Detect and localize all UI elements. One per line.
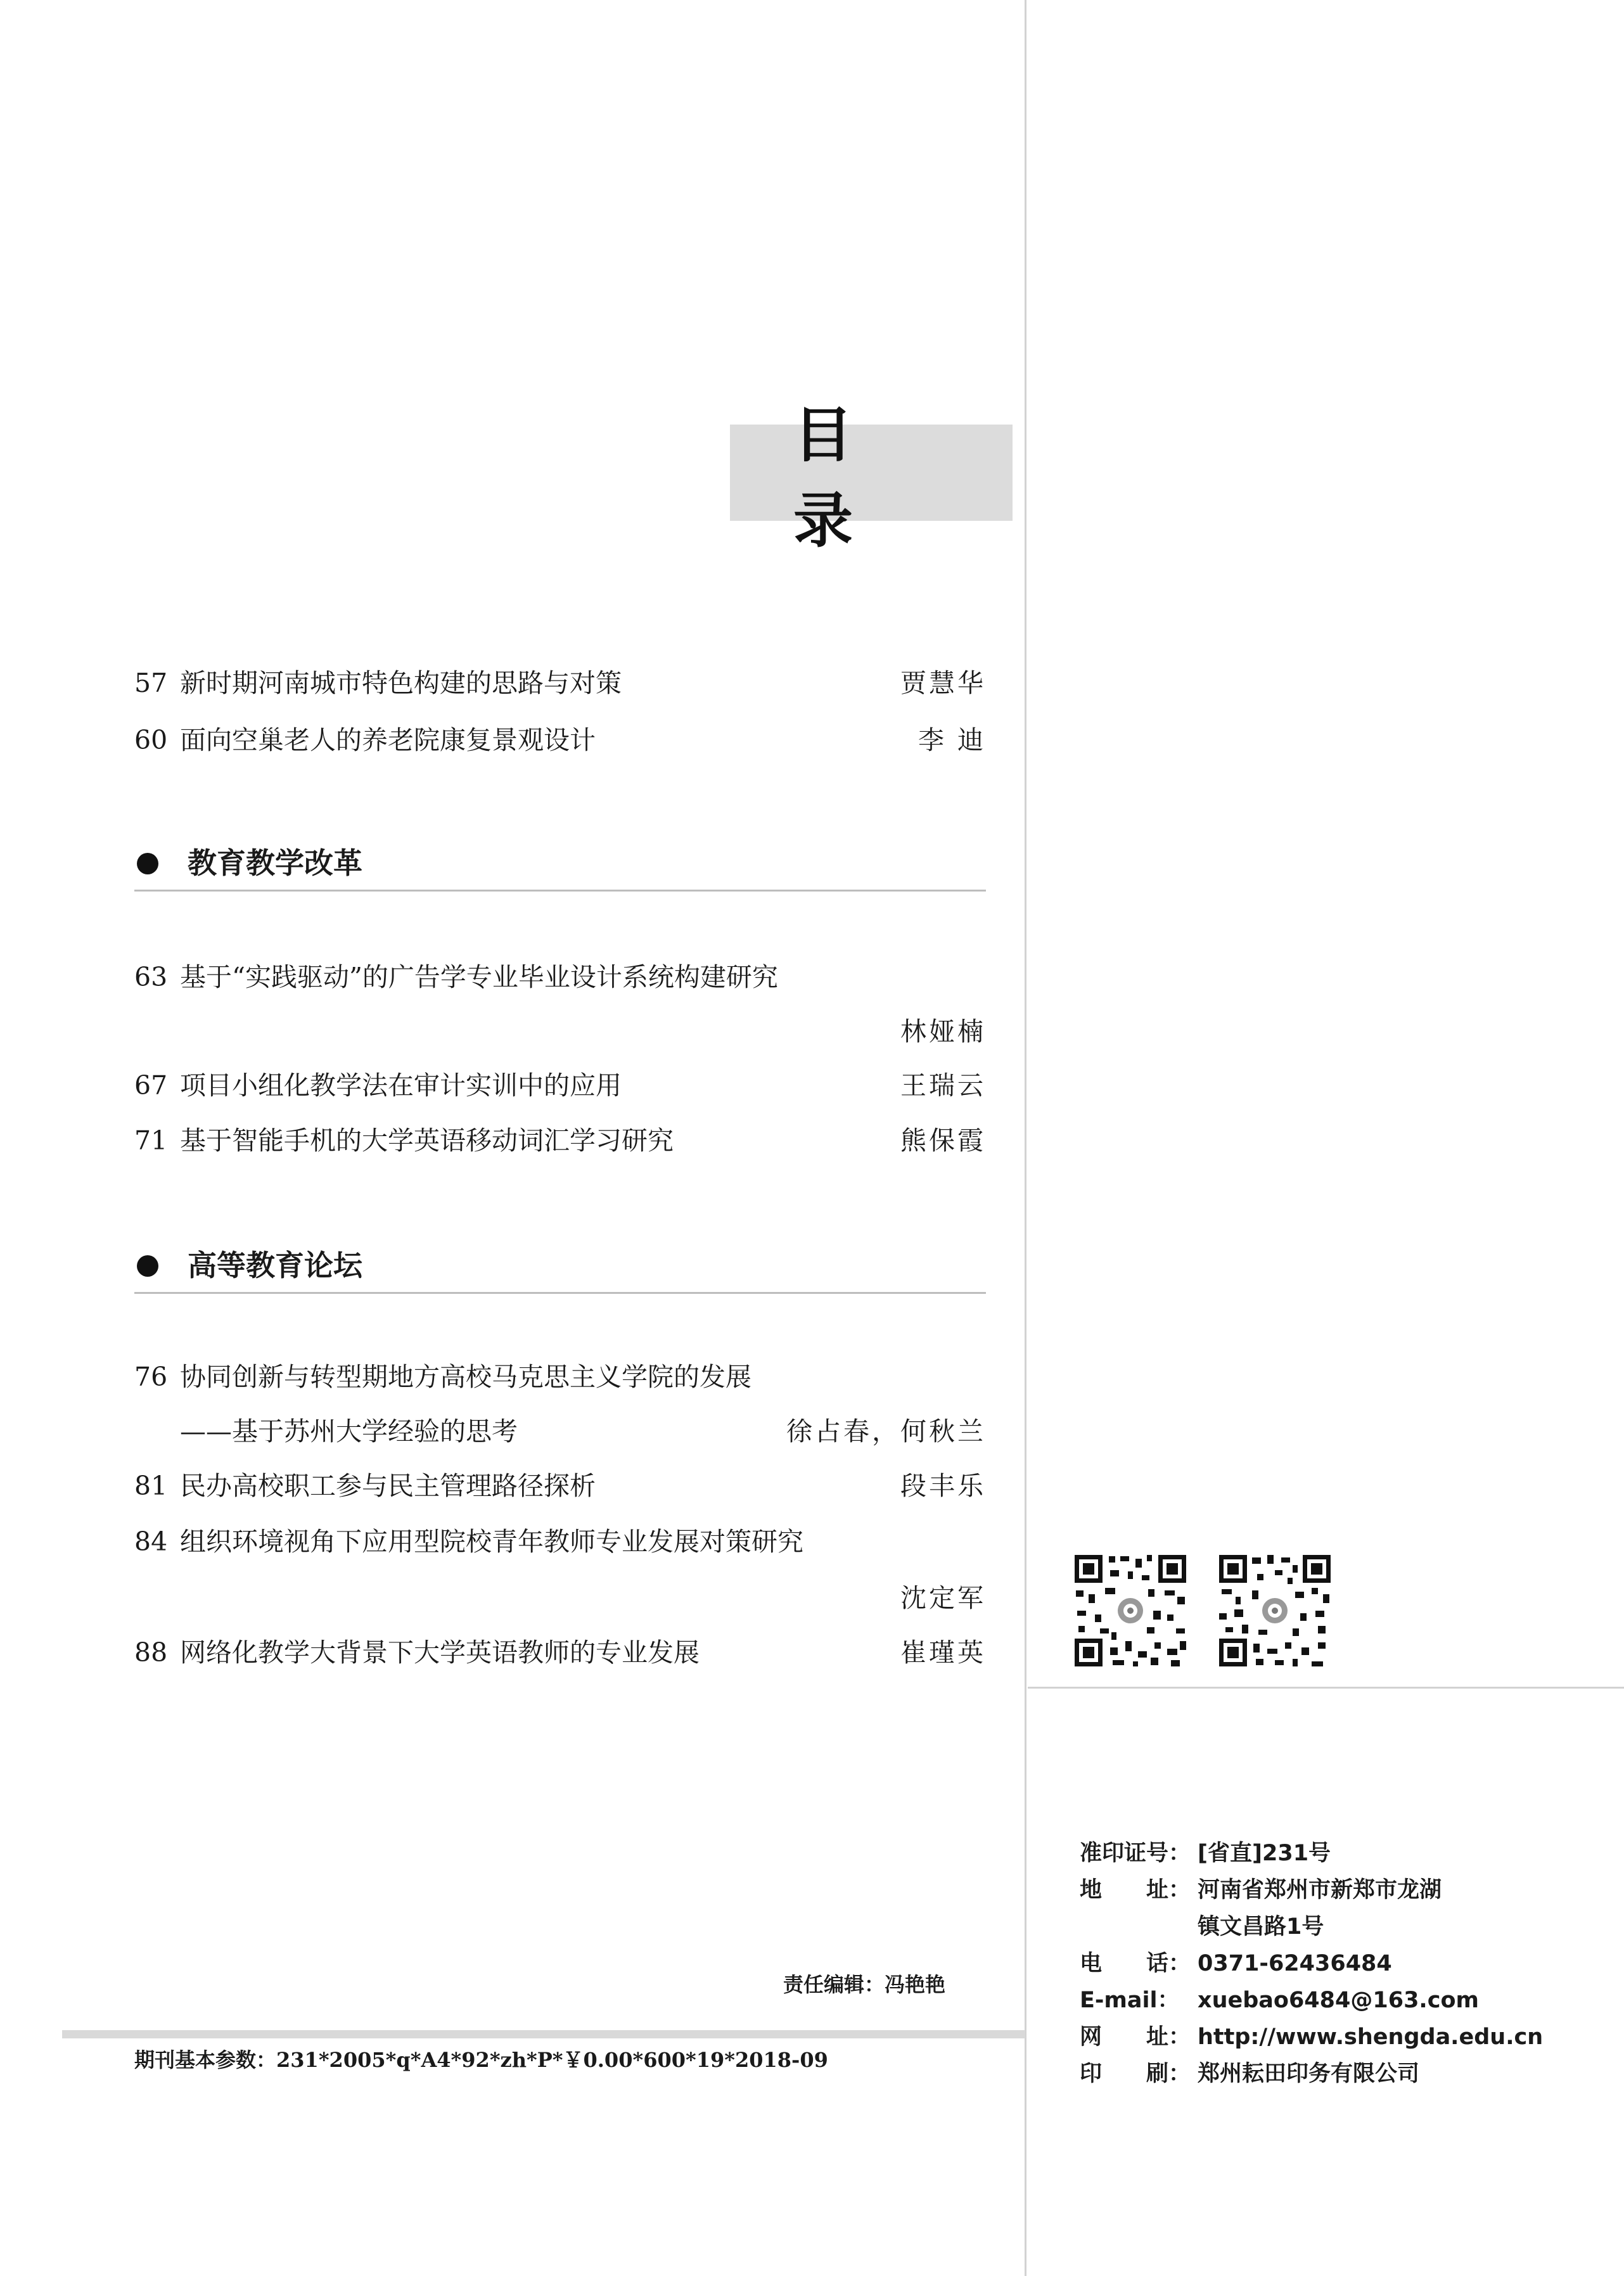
article-author: 沈定军 (900, 1583, 986, 1613)
page-number: 88 (134, 1637, 168, 1668)
qr-code-icon (1217, 1552, 1333, 1669)
section-label: 教育教学改革 (188, 846, 362, 880)
toc-entry (134, 1627, 986, 1678)
info-value: 郑州耘田印务有限公司 (1198, 2061, 1420, 2087)
info-key: 印 刷： (1080, 2061, 1191, 2087)
toc-entry (134, 1115, 986, 1166)
article-title: 项目小组化教学法在审计实训中的应用 (180, 1070, 622, 1101)
page-number: 81 (134, 1471, 168, 1501)
responsible-editor: 责任编辑：冯艳艳 (783, 1972, 946, 1997)
article-title: 组织环境视角下应用型院校青年教师专业发展对策研究 (180, 1526, 803, 1557)
section-header (134, 1237, 986, 1295)
info-value: xuebao6484@163.com (1198, 1988, 1479, 2013)
article-author: 段丰乐 (900, 1471, 986, 1501)
page-number: 57 (134, 668, 168, 698)
qr-code-icon (1072, 1552, 1189, 1669)
bullet-icon (137, 1255, 158, 1277)
article-title: 协同创新与转型期地方高校马克思主义学院的发展 (180, 1362, 751, 1392)
qr-code-graphic (1217, 1552, 1333, 1669)
toc-entry-author-line (134, 1573, 986, 1623)
article-subtitle: ——基于苏州大学经验的思考 (180, 1416, 518, 1447)
page-number: 84 (134, 1526, 168, 1557)
article-author: 林娅楠 (900, 1016, 986, 1047)
toc-entry (134, 1060, 986, 1111)
page-number: 67 (134, 1070, 168, 1101)
article-title: 面向空巢老人的养老院康复景观设计 (180, 725, 596, 755)
article-title: 民办高校职工参与民主管理路径探析 (180, 1471, 596, 1501)
article-author: 熊保霞 (900, 1125, 986, 1156)
page-number: 76 (134, 1362, 168, 1392)
page-number: 71 (134, 1125, 168, 1156)
info-key: 网 址： (1080, 2024, 1191, 2050)
toc-entry (134, 1516, 986, 1567)
article-title: 新时期河南城市特色构建的思路与对策 (180, 668, 622, 698)
toc-entry (134, 952, 986, 1002)
page-number: 63 (134, 962, 168, 992)
section-label: 高等教育论坛 (188, 1248, 362, 1282)
toc-entry-author-line (134, 1006, 986, 1057)
info-value: http://www.shengda.edu.cn (1198, 2024, 1544, 2050)
article-title: 网络化教学大背景下大学英语教师的专业发展 (180, 1637, 700, 1668)
footer-shade-bar (62, 2030, 1025, 2038)
toc-entry-subtitle (134, 1406, 986, 1457)
info-value: 河南省郑州市新郑市龙湖 (1198, 1877, 1442, 1903)
info-value: [省直]231号 (1198, 1841, 1331, 1866)
params-value: 231*2005*q*A4*92*zh*P*￥0.00*600*19*2018-09 (276, 2048, 828, 2072)
info-value: 镇文昌路1号 (1198, 1914, 1324, 1940)
section-rule (134, 1292, 986, 1294)
qr-code-graphic (1072, 1552, 1189, 1669)
section-header (134, 835, 986, 892)
journal-parameters (134, 2044, 828, 2073)
info-key: 电 话： (1080, 1951, 1191, 1976)
article-author: 徐占春，何秋兰 (786, 1416, 986, 1447)
info-key: 地 址： (1080, 1877, 1191, 1903)
article-author: 李 迪 (917, 725, 986, 755)
page-title: 目 录 (730, 425, 1013, 521)
page-number: 60 (134, 725, 168, 755)
params-label: 期刊基本参数： (134, 2048, 277, 2072)
article-author: 贾慧华 (900, 668, 986, 698)
toc-entry (134, 1352, 986, 1402)
info-key: 准印证号： (1080, 1841, 1191, 1866)
article-title: 基于“实践驱动”的广告学专业毕业设计系统构建研究 (180, 962, 778, 992)
info-value: 0371-62436484 (1198, 1951, 1392, 1976)
article-author: 崔瑾英 (900, 1637, 986, 1668)
section-rule (134, 890, 986, 892)
sidebar-divider (1028, 1687, 1624, 1689)
article-title: 基于智能手机的大学英语移动词汇学习研究 (180, 1125, 674, 1156)
vertical-divider (1025, 0, 1026, 2276)
info-key: E-mail： (1080, 1988, 1180, 2013)
toc-entry (134, 715, 986, 765)
toc-entry (134, 1461, 986, 1511)
toc-entry (134, 658, 986, 708)
bullet-icon (137, 853, 158, 874)
article-author: 王瑞云 (900, 1070, 986, 1101)
